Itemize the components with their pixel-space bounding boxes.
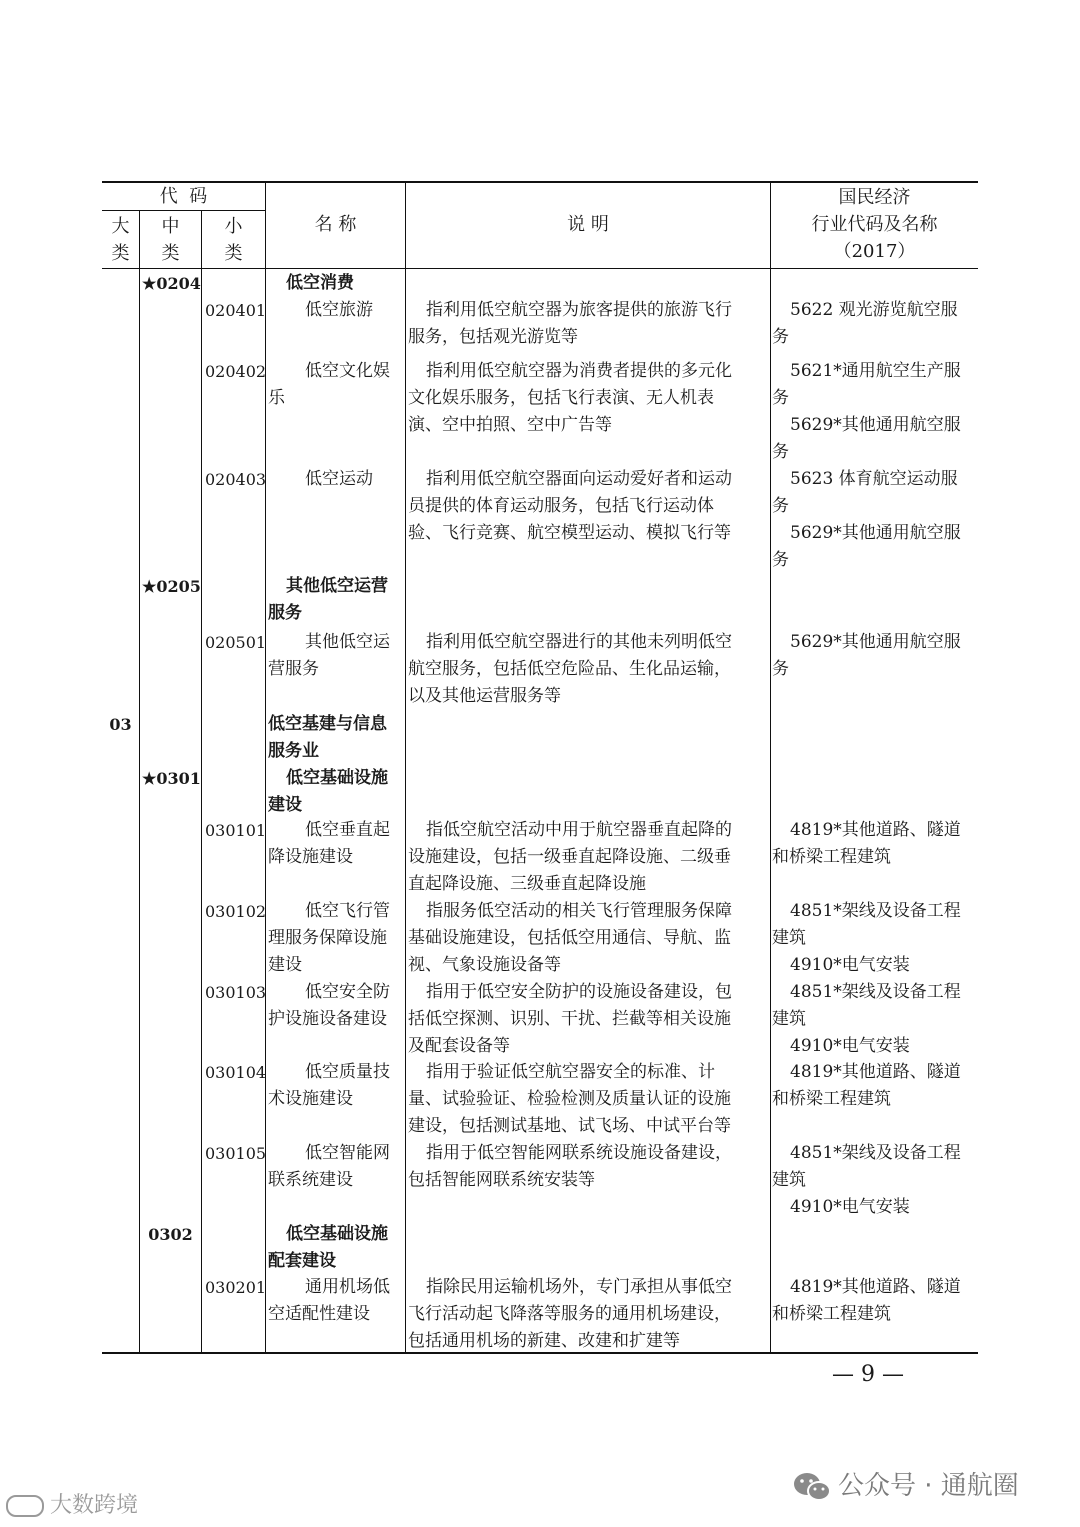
name-0302: 低空基础设施 配套建设 bbox=[268, 1224, 388, 1271]
major-code-03: 03 bbox=[109, 715, 132, 734]
mid-code-0302: 0302 bbox=[148, 1225, 193, 1244]
ind-020501: 5629*其他通用航空服 务 bbox=[772, 632, 961, 679]
desc-030104: 指用于验证低空航空器安全的标准、计 量、试验验证、检验检测及质量认证的设施 建设，包括测试基地、试飞场、中试平台等 bbox=[408, 1062, 731, 1136]
col-sep-desc bbox=[770, 182, 771, 1353]
header-minor: 小 类 bbox=[224, 216, 243, 264]
name-030103: 低空安全防 护设施设备建设 bbox=[268, 982, 390, 1029]
ind-020401: 5622 观光游览航空服 务 bbox=[772, 300, 958, 347]
code-020403: 020403 bbox=[205, 470, 267, 489]
name-020402: 低空文化娱 乐 bbox=[268, 361, 390, 408]
code-header-rule bbox=[102, 210, 266, 211]
name-030101: 低空垂直起 降设施建设 bbox=[268, 820, 390, 867]
name-020401: 低空旅游 bbox=[305, 300, 373, 320]
name-0204: 低空消费 bbox=[286, 273, 354, 293]
desc-020401: 指利用低空航空器为旅客提供的旅游飞行 服务，包括观光游览等 bbox=[408, 300, 732, 347]
ind-030102: 4851*架线及设备工程 建筑 4910*电气安装 bbox=[772, 901, 961, 975]
ind-030101: 4819*其他道路、隧道 和桥梁工程建筑 bbox=[772, 820, 961, 867]
code-020402: 020402 bbox=[205, 362, 267, 381]
header-industry: 国民经济 行业代码及名称 （2017） bbox=[811, 187, 938, 262]
wechat-icon bbox=[792, 1470, 832, 1504]
header-desc: 说 明 bbox=[567, 214, 609, 235]
name-030105: 低空智能网 联系统建设 bbox=[268, 1143, 390, 1190]
ind-030103: 4851*架线及设备工程 建筑 4910*电气安装 bbox=[772, 982, 961, 1056]
header-middle: 中 类 bbox=[161, 216, 180, 264]
code-030103: 030103 bbox=[205, 983, 267, 1002]
page-number: — 9 — bbox=[832, 1362, 904, 1387]
mid-code-0301: ★0301 bbox=[142, 769, 201, 788]
ind-030201: 4819*其他道路、隧道 和桥梁工程建筑 bbox=[772, 1277, 961, 1324]
name-03: 低空基建与信息 服务业 bbox=[268, 714, 387, 761]
code-030201: 030201 bbox=[205, 1278, 267, 1297]
name-030104: 低空质量技 术设施建设 bbox=[268, 1062, 390, 1109]
watermark-right: 公众号 · 通航圈 bbox=[792, 1465, 1019, 1504]
desc-020402: 指利用低空航空器为消费者提供的多元化 文化娱乐服务，包括飞行表演、无人机表 演、空中拍照、空中广告等 bbox=[408, 361, 732, 435]
ind-020403: 5623 体育航空运动服 务 5629*其他通用航空服 务 bbox=[772, 469, 961, 570]
code-030104: 030104 bbox=[205, 1063, 267, 1082]
desc-030101: 指低空航空活动中用于航空器垂直起降的 设施建设，包括一级垂直起降设施、二级垂 直起降设施、三级垂直起降设施 bbox=[408, 820, 732, 894]
code-020501: 020501 bbox=[205, 633, 267, 652]
name-030201: 通用机场低 空适配性建设 bbox=[268, 1277, 390, 1324]
name-020403: 低空运动 bbox=[305, 469, 373, 489]
desc-030102: 指服务低空活动的相关飞行管理服务保障 基础设施建设，包括低空用通信、导航、监 视、气象设施设备等 bbox=[408, 901, 732, 975]
code-030105: 030105 bbox=[205, 1144, 267, 1163]
header-bottom-rule bbox=[102, 268, 978, 269]
col-sep-major bbox=[139, 211, 140, 1353]
desc-030105: 指用于低空智能网联系统设施设备建设， 包括智能网联系统安装等 bbox=[408, 1143, 732, 1190]
code-030102: 030102 bbox=[205, 902, 267, 921]
header-major: 大 类 bbox=[111, 216, 130, 264]
name-0205: 其他低空运营 服务 bbox=[268, 576, 388, 623]
ind-030105: 4851*架线及设备工程 建筑 4910*电气安装 bbox=[772, 1143, 961, 1217]
mid-code-0204: ★0204 bbox=[142, 274, 201, 293]
watermark-left: 大数跨境 bbox=[6, 1488, 138, 1519]
col-sep-name bbox=[405, 182, 406, 1353]
header-code: 代 码 bbox=[159, 186, 208, 207]
name-0301: 低空基础设施 建设 bbox=[268, 768, 388, 815]
name-020501: 其他低空运 营服务 bbox=[268, 632, 390, 679]
desc-030201: 指除民用运输机场外，专门承担从事低空 飞行活动起飞降落等服务的通用机场建设， 包括通用机场的新建、改建和扩建等 bbox=[408, 1277, 732, 1351]
desc-030103: 指用于低空安全防护的设施设备建设，包 括低空探测、识别、干扰、拦截等相关设施 及配套设备等 bbox=[408, 982, 732, 1056]
desc-020403: 指利用低空航空器面向运动爱好者和运动 员提供的体育运动服务，包括飞行运动体 验、飞行竞赛、航空模型运动、模拟飞行等 bbox=[408, 469, 732, 543]
ind-020402: 5621*通用航空生产服 务 5629*其他通用航空服 务 bbox=[772, 361, 961, 462]
header-name: 名 称 bbox=[314, 214, 357, 235]
desc-020501: 指利用低空航空器进行的其他未列明低空 航空服务，包括低空危险品、生化品运输， 以及其他运营服务等 bbox=[408, 632, 732, 706]
code-030101: 030101 bbox=[205, 821, 267, 840]
col-sep-middle bbox=[201, 211, 202, 1353]
ind-030104: 4819*其他道路、隧道 和桥梁工程建筑 bbox=[772, 1062, 961, 1109]
link-icon bbox=[6, 1495, 44, 1517]
name-030102: 低空飞行管 理服务保障设施 建设 bbox=[268, 901, 390, 975]
code-020401: 020401 bbox=[205, 301, 267, 320]
mid-code-0205: ★0205 bbox=[142, 577, 201, 596]
